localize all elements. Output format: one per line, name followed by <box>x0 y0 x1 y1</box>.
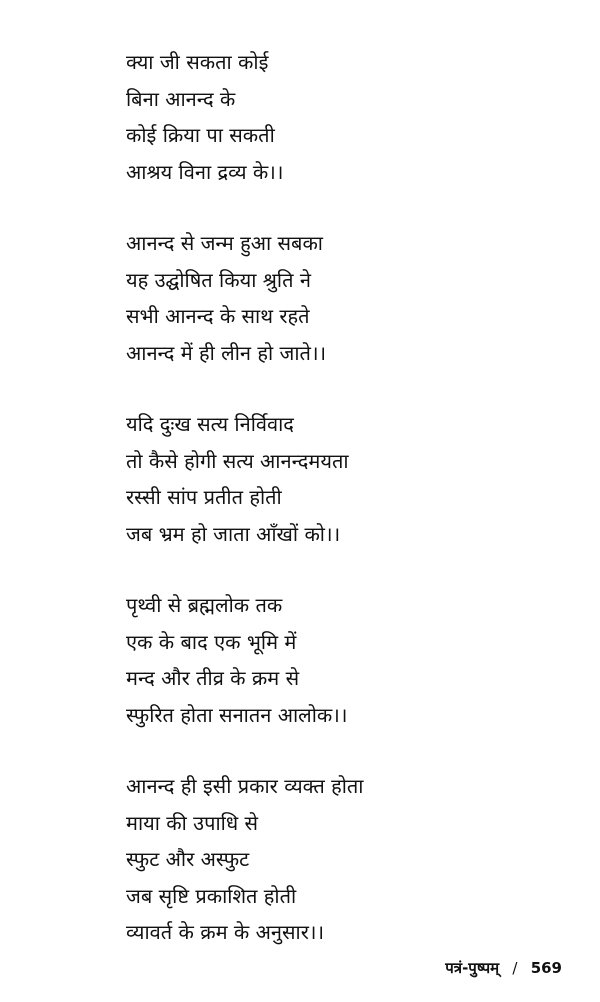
poem-line: पृथ्वी से ब्रह्मलोक तक <box>126 593 283 617</box>
poem-line: मन्द और तीव्र के क्रम से <box>126 666 300 690</box>
poem-line: बिना आनन्द के <box>126 86 236 111</box>
poem-line: स्फुट और अस्फुट <box>126 847 250 871</box>
poem-line: माया की उपाधि से <box>126 810 259 835</box>
poem-line: यदि दुःख सत्य निर्विवाद <box>126 412 294 436</box>
poem-line: आश्रय विना द्रव्य के।। <box>126 159 284 184</box>
stanza-3 <box>126 406 566 552</box>
poem-line: एक के बाद एक भूमि में <box>126 629 297 654</box>
poem-line: रस्सी सांप प्रतीत होती <box>126 485 282 509</box>
poem-body <box>126 44 566 986</box>
footer-separator: / <box>512 959 518 977</box>
poem-line: सभी आनन्द के साथ रहते <box>126 304 310 328</box>
poem-line: आनन्द ही इसी प्रकार व्यक्त होता <box>126 774 364 798</box>
poem-line: व्यावर्त के क्रम के अनुसार।। <box>126 920 325 944</box>
stanza-2 <box>126 225 566 371</box>
poem-line: कोई क्रिया पा सकती <box>126 123 275 147</box>
poem-line: जब सृष्टि प्रकाशित होती <box>126 883 297 908</box>
page-number: 569 <box>530 959 562 977</box>
poem-line: जब भ्रम हो जाता आँखों को।। <box>126 521 341 546</box>
stanza-1 <box>126 44 566 190</box>
poem-line: आनन्द में ही लीन हो जाते।। <box>126 340 327 365</box>
poem-line: आनन्द से जन्म हुआ सबका <box>126 231 323 255</box>
page-footer <box>445 958 562 978</box>
poem-line: स्फुरित होता सनातन आलोक।। <box>126 702 348 727</box>
poem-line: तो कैसे होगी सत्य आनन्दमयता <box>126 448 349 473</box>
poem-line: यह उद्घोषित किया श्रुति ने <box>126 267 311 292</box>
stanza-5 <box>126 768 566 951</box>
book-title: पत्रं-पुष्पम् <box>445 959 500 977</box>
stanza-4 <box>126 587 566 733</box>
poem-line: क्या जी सकता कोई <box>126 50 269 74</box>
